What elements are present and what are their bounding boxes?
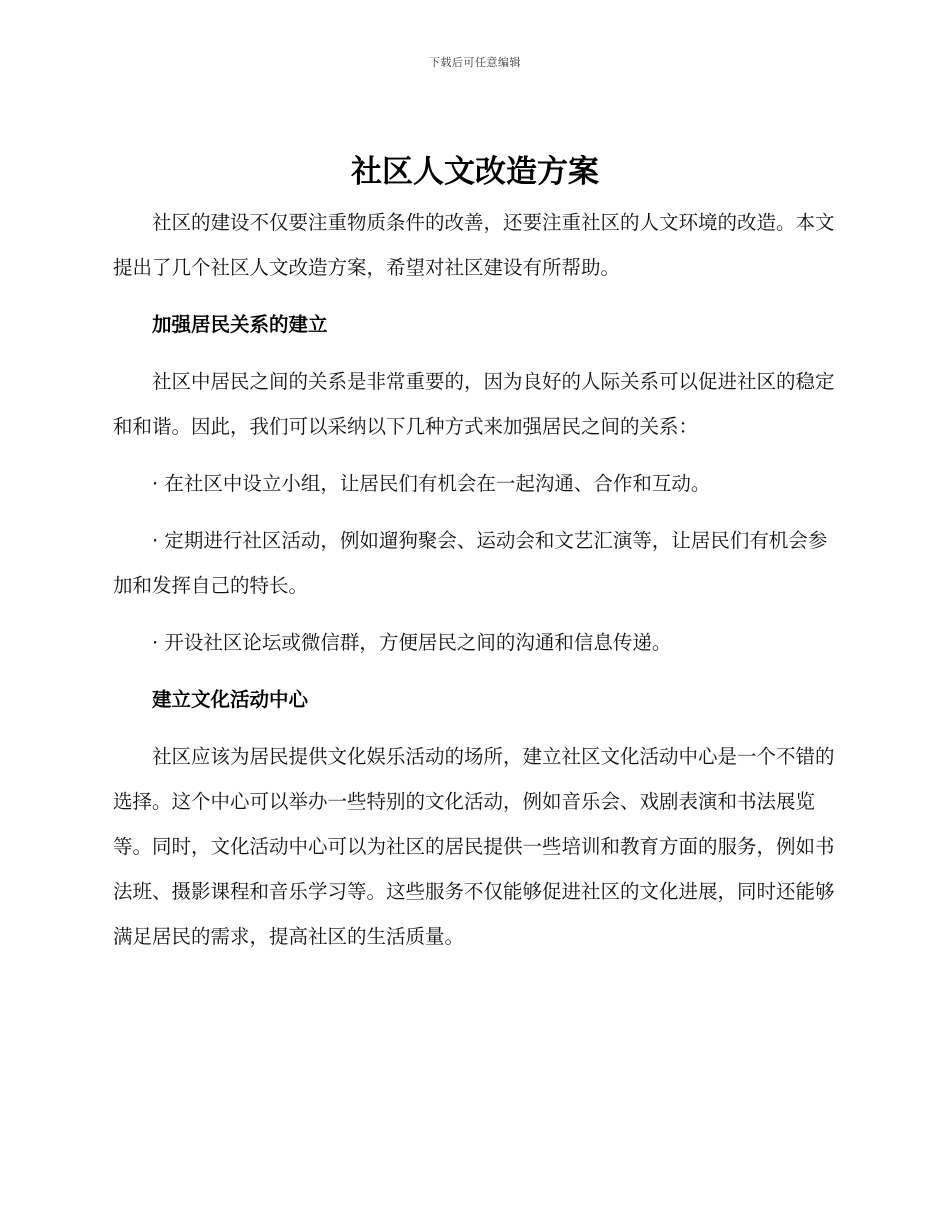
bullet-item: · 在社区中设立小组，让居民们有机会在一起沟通、合作和互动。 — [152, 472, 711, 495]
section-paragraph-resident-relations: 社区中居民之间的关系是非常重要的，因为良好的人际关系可以促进社区的稳定和和谐。因此，我们可以采纳以下几种方式来加强居民之间的关系： — [113, 370, 835, 438]
document-title: 社区人文改造方案 — [351, 154, 599, 190]
section-paragraph-culture-center: 社区应该为居民提供文化娱乐活动的场所，建立社区文化活动中心是一个不错的选择。这个中心可以举办一些特别的文化活动，例如音乐会、戏剧表演和书法展览等。同时，文化活动中心可以为社区的居民提供一些培训和教育方面的服务，例如书法班、摄影课程和音乐学习等。这些服务不仅能够促进社区的文化进展，同时还能够满足居民的需求，提高社区的生活质量。 — [113, 745, 835, 948]
bullet-item: · 定期进行社区活动，例如遛狗聚会、运动会和文艺汇演等，让居民们有机会参加和发挥自己的特长。 — [113, 529, 828, 597]
bullet-item: · 开设社区论坛或微信群，方便居民之间的沟通和信息传递。 — [152, 631, 672, 654]
document-body — [113, 200, 835, 959]
intro-paragraph: 社区的建设不仅要注重物质条件的改善，还要注重社区的人文环境的改造。本文提出了几个社区人文改造方案，希望对社区建设有所帮助。 — [113, 211, 835, 279]
page-header-note: 下载后可任意编辑 — [429, 56, 521, 69]
section-heading-culture-center: 建立文化活动中心 — [152, 688, 309, 711]
section-heading-resident-relations: 加强居民关系的建立 — [152, 313, 328, 336]
